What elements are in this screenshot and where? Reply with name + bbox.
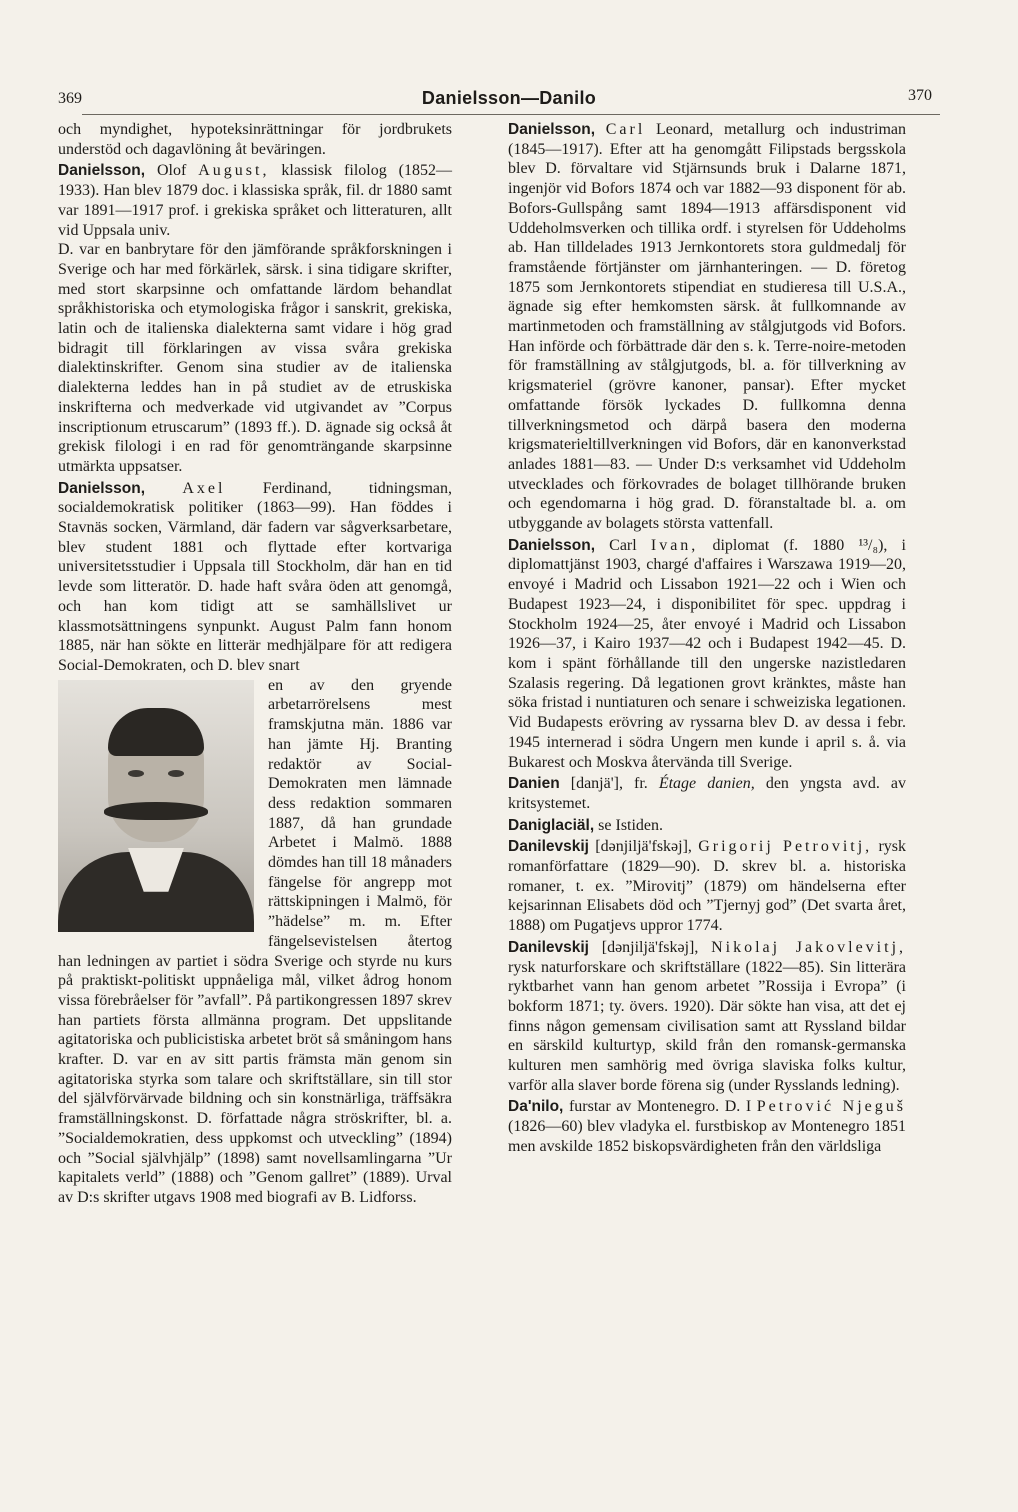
given-name: August, [198,162,270,180]
entry-text: rysk naturforskare och skriftställare (1822—85). Sin litterära ryktbarhet vann han genom arbetet ”Rossija i Evropa” (i bokform 1871; ty. övers. 1920). Där sökte han visa, att det ej finns någon gemensam civilisation samt att Ryssland bildar en särskild kulturtyp, skild från den romansk-germanska kulturen men samhörig med övriga slaviska folks kultur, varför alla slaver borde förena sig (under Rysslands ledning). [508,958,906,1094]
entry-danilo [508,1097,906,1156]
entry-text: Leonard, metallurg och industriman (1845—1917). Efter att ha genomgått Filipstads bergsskola blev D. förvaltare vid Stjärnsunds bruk i Dalarne 1871, ingenjör vid Bofors 1874 och var 1882—93 disponent för ab. Bofors-Gullspång samt 1894—1913 affärsdisponent vid Uddeholmsverken och tillika ordf. i styrelsen för Uddeholms ab. Han tilldelades 1913 Jernkontorets stora guldmedalj för framstående förtjänster om järnhanteringen. — D. företog 1875 som Jernkontorets stipendiat en studieresa till U.S.A., ägnade sig efter hemkomsten särsk. åt fullkomnande av martinmetoden och framställning av stålgjutgods vid Bofors. Han införde och förbättrade där den s. k. Terre-noire-metoden för framställning av stålgjutgods, bl. a. för tillverkning av krigsmateriel (grövre kanoner, pansar). Efter mycket omfattande försök lyckades D. fullkomna denna tillverkningsmetod och därpå basera den moderna krigsmaterieltillverkningen vid Bofors, där en kanonverkstad anlades 1881—83. — Under D:s verksamhet vid Uddeholm utvecklades och förkovrades de bolaget tillhörande bruken och egendomarna i hög grad. D. föranstaltade bl. a. om utbyggande av bolagets största vattenfall. [508,121,906,533]
right-column [508,120,906,1157]
headword: Danien [508,775,560,793]
headword: Danielsson, [58,162,145,180]
entry-nikolaj-danilevskij [508,938,906,1096]
header-rule [82,114,940,115]
headword: Danilevskij [508,838,589,856]
entry-olof-danielsson [58,161,452,240]
entry-axel-continued: en av den gryende arbetarrörelsens mest framskjutna män. 1886 var han jämte Hj. Branting redaktör av Social-Demokraten men lämnade dess redaktion sommaren 1887, då han grundade Arbetet i Malmö. 1888 dömdes han till 18 månaders fängelse för angrepp mot rättskipningen i Malmö, för ”hädelse” m. m. Efter fängelsevistelsen återtog han ledningen av partiet i södra Sverige och styrde nu kurs på praktiskt-politiskt uppnåeliga mål, vilket ådrog honom vissa förebråelser för ”avfall”. På partikongressen 1897 skrev han partiets första allmänna program. Det uppslitande agitatoriska och publicistiska arbetet bröt så småningom hans krafter. D. var en av sitt partis främsta män genom sin agitatoriska styrka som talare och skriftställare, sin till stor del självförvärvade bildning och sin konstnärliga, träffsäkra framställningskonst. D. författade några ströskrifter, bl. a. ”Socialdemokratien, dess uppkomst och utveckling” (1894) och ”Social självhjälp” (1898) samt novellsamlingarna ”Ur kapitalets verld” (1888) och ”Genom gallret” (1889). Urval av D:s skrifter utgavs 1908 med biografi av B. Lidforss. [58,676,452,1206]
headword: Danielsson, [508,536,595,554]
entry-carl-danielsson [508,120,906,534]
given-name: Grigorij Petrovitj, [698,838,873,856]
first-name: Carl [609,536,637,554]
given-name: Nikolaj Jakovlevitj, [711,938,907,956]
first-name: Olof [156,162,187,180]
entry-danien [508,774,906,813]
entry-ivan-danielsson [508,536,906,772]
pronunciation: [dənjiljä'fskəj], [601,938,699,956]
italic-term: Étage danien, [658,775,755,793]
entry-text: klassisk filolog (1852—1933). Han blev 1879 doc. i klassiska språk, fil. dr 1880 samt var 1891—1917 prof. i grekiska språket och litteraturen, allt vid Uppsala univ. [58,162,452,239]
entry-text: diplomat (f. 1880 ¹³/₈), i diplomattjänst 1903, chargé d'affaires i Warszawa 1919—20, envoyé i Madrid och Lissabon 1921—22 och i Wien och Budapest 1923—24, i disponibilitet för spec. uppdrag i Stockholm 1924—25, åter envoyé i Madrid och Lissabon 1926—37, i Kairo 1937—42 och i Budapest 1942—45. D. kom i spänt förhållande till den ungerske nazistledaren Szalasis regering. Då legationen grovt kränktes, måste han söka fristad i nuntiaturen och senare i schweiziska legationen. Vid Budapests erövring av ryssarna blev D. av dessa i febr. 1945 internerad i södra Ungern men kunde i april s. å. via Bukarest och Moskva återvända till Sverige. [508,536,906,771]
entry-text: Ferdinand, tidningsman, socialdemokratisk politiker (1863—99). Han föddes i Stavnäs socken, Värmland, där fadern var sågverksarbetare, blev student 1881 och flyttade efter kortvariga universitetsstudier i Uppsala till Stockholm, där han en tid levde som litteratör. D. hade haft svåra öden att genomgå, och han kom tidigt att se samhällslivet ur klassmotsättningens synpunkt. August Palm fann honom 1885, när han sökte en litterär medhjälpare för att redigera Social-Demokraten, och D. blev snart [58,479,453,674]
entry-text: [danjä'], fr. [570,775,648,793]
portrait-photo [58,680,254,932]
entry-text: se Istiden. [598,816,664,834]
running-head: Danielsson—Danilo [421,88,597,108]
paragraph-continuation: och myndighet, hypoteksinrättningar för jordbrukets understöd och dagavlöning åt beväringen. [58,121,452,158]
entry-text: (1826—60) blev vladyka el. furstbiskop av Montenegro 1851 men avskilde 1852 biskopsvärdigheten från den världsliga [508,1118,906,1155]
entry-olof-paragraph-2: D. var en banbrytare för den jämförande språkforskningen i Sverige och har med förkärlek, särsk. i sina tidigare skrifter, med stort skarpsinne och omfattande lärdom behandlat språkhistoriska och etymologiska frågor i sanskrit, grekiska, latin och de italienska dialekterna samt vidare i hög grad bidragit till förklaringen av vissa svåra grekiska dialektinskrifter. Genom sina studier av de italienska dialekterna leddes han in på studiet av de etruskiska inskrifterna och medverkade vid utgivandet av ”Corpus inscriptionum etruscarum” (1893 ff.). D. ägnade sig också åt grekisk filologi i en rad för genomträngande skarpsinne utmärkta uppsatser. [58,241,452,475]
headword: Danielsson, [508,121,595,138]
page-number-right: 370 [908,87,932,104]
entry-text: rysk romanförfattare (1829—90). D. skrev bl. a. historiska romaner, t. ex. ”Mirovitj” (1879) om händelserna efter kejsarinnan Elisabets död och ”Tjernyj god” (Det svarta året, 1888) om Pugatjevs uppror 1774. [508,838,907,935]
headword: Da'nilo, [508,1098,564,1116]
given-name: Carl [605,121,646,138]
given-name: Petrović Njeguš [756,1098,906,1116]
given-name: Ivan, [650,536,699,554]
given-name: Axel [182,479,226,497]
entry-axel-danielsson [58,479,452,676]
entry-grigorij-danilevskij [508,837,906,936]
pronunciation: [dənjiljä'fskəj], [595,838,692,856]
entry-daniglacial [508,816,906,836]
headword: Danilevskij [508,938,589,956]
left-column [58,120,452,1208]
entry-text: den yngsta avd. av kritsystemet. [508,775,907,812]
headword: Daniglaciäl, [508,816,595,834]
headword: Danielsson, [58,479,145,497]
entry-text: furstar av Montenegro. D. I [568,1098,752,1116]
page-number-left: 369 [58,90,82,107]
